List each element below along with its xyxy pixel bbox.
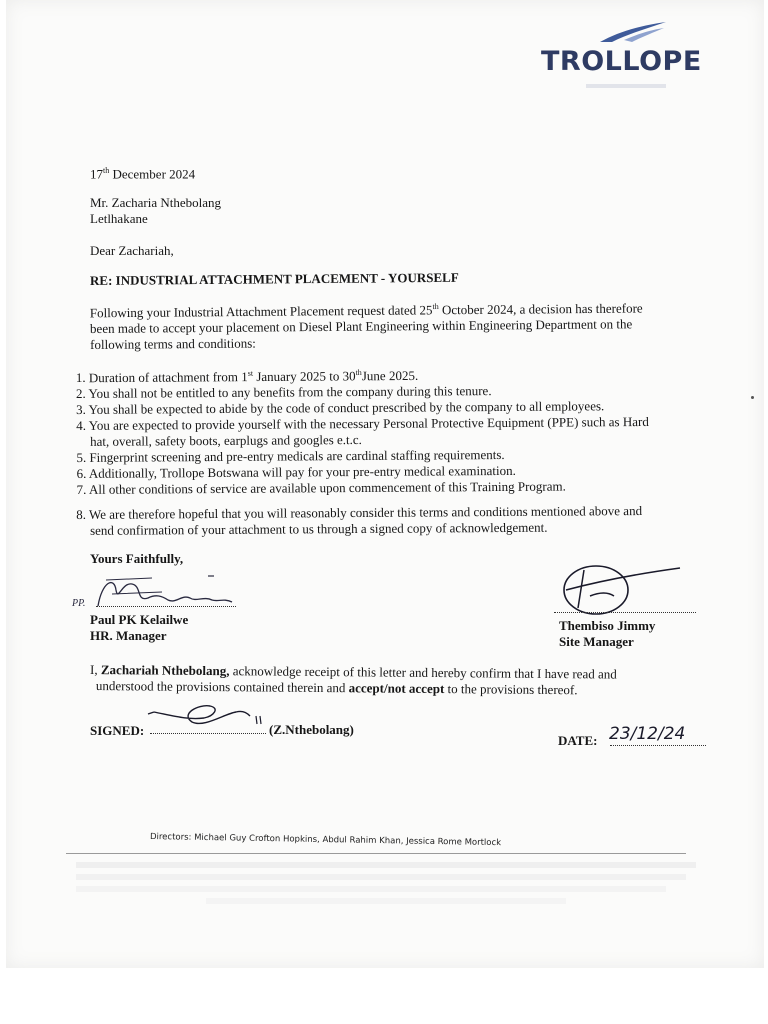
footer-faint-line (76, 862, 696, 868)
list-item: 5. Fingerprint screening and pre-entry medicals are cardinal staffing requirements. (76, 447, 505, 466)
site-manager-signature (556, 562, 686, 618)
letter-page (6, 0, 764, 968)
hr-manager-signature (92, 572, 242, 614)
signatory2-title: Site Manager (559, 634, 634, 649)
list-item: 1. Duration of attachment from 1st January 2025 to 30thJune 2025. (75, 367, 419, 386)
list-item-continuation: hat, overall, safety boots, earplugs and googles e.t.c. (90, 432, 362, 450)
company-logo-text: TROLLOPE (541, 46, 702, 77)
list-item: 6. Additionally, Trollope Botswana will pay for your pre-entry medical examination. (76, 463, 516, 482)
letter-date: 17th December 2024 (90, 166, 196, 182)
signature-line (554, 612, 696, 613)
intro-paragraph: Following your Industrial Attachment Placement request dated 25th October 2024, a decision has therefore been made to accept your placement on Diesel Plant Engineering within Engineering Department on the following terms and conditions: (89, 300, 643, 353)
list-item: 7. All other conditions of service are available upon commencement of this Training Program. (76, 478, 566, 498)
date-line (610, 745, 706, 746)
signature-line (96, 606, 236, 607)
signed-name: (Z.Nthebolang) (269, 722, 354, 737)
footer-faint-line (76, 886, 666, 892)
footer-directors: Directors: Michael Guy Crofton Hopkins, Abdul Rahim Khan, Jessica Rome Mortlock (149, 832, 502, 849)
date-label: DATE: (558, 733, 598, 748)
signed-label: SIGNED: (90, 723, 145, 738)
page-speck (751, 396, 754, 399)
list-item: 4. You are expected to provide yourself with the necessary Personal Protective Equipment (PPE) such as Hard (76, 414, 649, 434)
signatory2-name: Thembiso Jimmy (559, 618, 656, 633)
closing-paragraph: 8. We are therefore hopeful that you will reasonably consider this terms and conditions mentioned above and send confirmation of your attachment to us through a signed copy of acknowledgement. (76, 503, 643, 538)
list-item: 2. You shall not be entitled to any benefits from the company during this tenure. (75, 383, 492, 402)
acknowledgement-signature (144, 702, 264, 732)
list-item: 3. You shall be expected to abide by the code of conduct prescribed by the company to all employees. (76, 398, 605, 418)
signature-line (150, 733, 266, 734)
terms-list (70, 363, 650, 498)
sign-off: Yours Faithfully, (90, 551, 184, 566)
recipient-place: Letlhakane (90, 211, 148, 226)
subject-line: RE: INDUSTRIAL ATTACHMENT PLACEMENT - YOURSELF (89, 269, 459, 288)
pp-prefix: PP. (72, 598, 86, 609)
footer-faint-line (76, 874, 686, 880)
swoosh-logo-icon (598, 18, 668, 46)
salutation: Dear Zachariah, (90, 243, 174, 258)
footer-divider (66, 853, 686, 854)
recipient-name: Mr. Zacharia Nthebolang (90, 195, 222, 210)
footer-faint-line (206, 898, 566, 904)
logo-tagline (586, 84, 666, 88)
signatory1-title: HR. Manager (90, 628, 167, 643)
handwritten-date: 23/12/24 (609, 724, 686, 744)
signatory1-name: Paul PK Kelailwe (90, 612, 189, 627)
acknowledgement-paragraph: I, Zachariah Nthebolang, acknowledge receipt of this letter and hereby confirm that I have read and understood the provisions contained therein and accept/not accept to the provisions thereof. (90, 662, 617, 698)
